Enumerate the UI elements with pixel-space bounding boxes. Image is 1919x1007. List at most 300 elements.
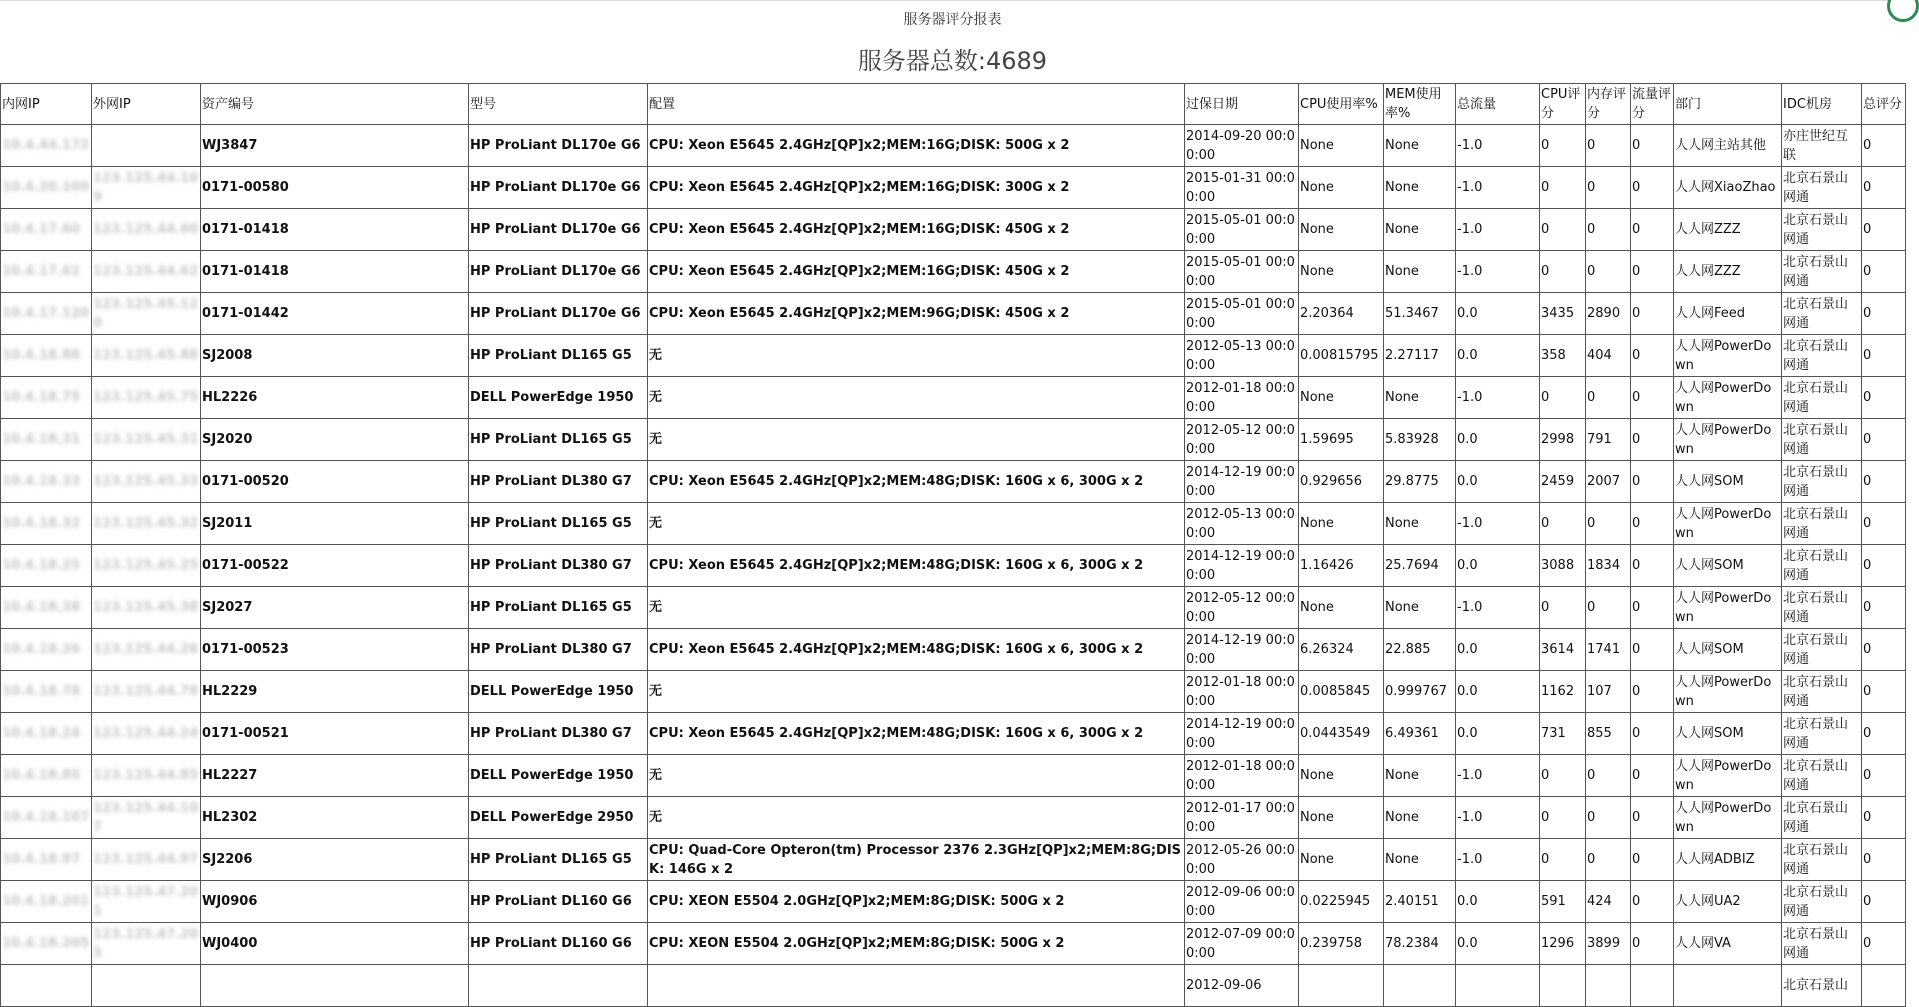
cell-asset-id: HL2229 <box>201 671 469 713</box>
table-row[interactable] <box>1 335 1906 377</box>
cell-lan-ip <box>1 545 92 587</box>
cell-cpu-score: 0 <box>1540 377 1586 419</box>
cell-asset-id: 0171-00580 <box>201 167 469 209</box>
cell-asset-id: HL2302 <box>201 797 469 839</box>
cell-cpu-score <box>1540 965 1586 1007</box>
cell-expire-date: 2012-01-17 00:00:00 <box>1185 797 1299 839</box>
cell-config: 无 <box>648 755 1185 797</box>
cell-total-score <box>1862 965 1906 1007</box>
cell-cpu-score: 3435 <box>1540 293 1586 335</box>
header-cpu-score: CPU评分 <box>1540 84 1586 125</box>
cell-asset-id: 0171-01418 <box>201 251 469 293</box>
cell-wan-ip <box>92 335 201 377</box>
masked-wan-ip: 123.125.44.78 <box>93 684 199 699</box>
cell-department: 人人网Feed <box>1674 293 1782 335</box>
server-score-table-container <box>0 83 1905 993</box>
cell-mem-usage: 51.3467 <box>1384 293 1456 335</box>
header-expire-date: 过保日期 <box>1185 84 1299 125</box>
cell-total-score: 0 <box>1862 335 1906 377</box>
header-mem-usage: MEM使用率% <box>1384 84 1456 125</box>
cell-mem-score: 0 <box>1586 209 1631 251</box>
cell-expire-date: 2015-05-01 00:00:00 <box>1185 251 1299 293</box>
masked-lan-ip: 10.4.18.88 <box>2 348 81 363</box>
cell-asset-id: SJ2008 <box>201 335 469 377</box>
cell-cpu-usage: 0.929656 <box>1299 461 1384 503</box>
cell-cpu-score: 0 <box>1540 251 1586 293</box>
cell-cpu-usage: None <box>1299 587 1384 629</box>
cell-expire-date: 2012-05-26 00:00:00 <box>1185 839 1299 881</box>
masked-wan-ip: 123.125.45.32 <box>93 516 199 531</box>
masked-lan-ip: 10.4.18.85 <box>2 768 81 783</box>
cell-mem-score: 1834 <box>1586 545 1631 587</box>
cell-department: 人人网SOM <box>1674 545 1782 587</box>
cell-mem-usage: None <box>1384 209 1456 251</box>
cell-total-flow: 0.0 <box>1456 671 1540 713</box>
cell-asset-id: 0171-01442 <box>201 293 469 335</box>
cell-config: 无 <box>648 377 1185 419</box>
cell-department: 人人网PowerDown <box>1674 503 1782 545</box>
table-row[interactable] <box>1 965 1906 1007</box>
cell-idc: 北京石景山网通 <box>1782 755 1862 797</box>
cell-expire-date: 2014-12-19 00:00:00 <box>1185 713 1299 755</box>
cell-config: CPU: Xeon E5645 2.4GHz[QP]x2;MEM:16G;DISK: 450G x 2 <box>648 209 1185 251</box>
cell-total-flow: -1.0 <box>1456 251 1540 293</box>
cell-total-score: 0 <box>1862 797 1906 839</box>
cell-idc: 北京石景山网通 <box>1782 335 1862 377</box>
cell-idc: 北京石景山网通 <box>1782 797 1862 839</box>
cell-cpu-score: 3088 <box>1540 545 1586 587</box>
cell-cpu-score: 0 <box>1540 503 1586 545</box>
cell-mem-usage: None <box>1384 503 1456 545</box>
cell-idc: 北京石景山网通 <box>1782 293 1862 335</box>
masked-lan-ip: 10.4.44.172 <box>2 138 90 153</box>
cell-mem-score: 791 <box>1586 419 1631 461</box>
cell-wan-ip <box>92 587 201 629</box>
masked-wan-ip: 123.125.45.25 <box>93 558 199 573</box>
cell-total-flow: -1.0 <box>1456 587 1540 629</box>
table-row[interactable] <box>1 209 1906 251</box>
cell-idc: 北京石景山网通 <box>1782 671 1862 713</box>
cell-lan-ip <box>1 797 92 839</box>
masked-lan-ip: 10.4.18.26 <box>2 642 81 657</box>
cell-flow-score: 0 <box>1631 797 1674 839</box>
masked-lan-ip: 10.4.18.78 <box>2 684 81 699</box>
cell-total-score: 0 <box>1862 923 1906 965</box>
masked-lan-ip: 10.4.18.38 <box>2 600 81 615</box>
cell-config: CPU: Xeon E5645 2.4GHz[QP]x2;MEM:16G;DISK: 500G x 2 <box>648 125 1185 167</box>
cell-department: 人人网SOM <box>1674 461 1782 503</box>
cell-asset-id: WJ0906 <box>201 881 469 923</box>
cell-mem-usage: 25.7694 <box>1384 545 1456 587</box>
cell-department: 人人网ADBIZ <box>1674 839 1782 881</box>
cell-mem-score <box>1586 965 1631 1007</box>
cell-total-flow <box>1456 965 1540 1007</box>
cell-flow-score: 0 <box>1631 461 1674 503</box>
cell-total-score: 0 <box>1862 587 1906 629</box>
masked-wan-ip: 123.125.44.107 <box>93 800 199 835</box>
cell-expire-date: 2012-05-13 00:00:00 <box>1185 503 1299 545</box>
cell-total-flow: 0.0 <box>1456 419 1540 461</box>
cell-model: HP ProLiant DL165 G5 <box>469 503 648 545</box>
cell-config: CPU: Quad-Core Opteron(tm) Processor 2376 2.3GHz[QP]x2;MEM:8G;DISK: 146G x 2 <box>648 839 1185 881</box>
cell-department: 人人网PowerDown <box>1674 419 1782 461</box>
cell-wan-ip <box>92 419 201 461</box>
table-row[interactable] <box>1 545 1906 587</box>
cell-lan-ip <box>1 671 92 713</box>
cell-cpu-usage: 1.16426 <box>1299 545 1384 587</box>
table-row[interactable] <box>1 377 1906 419</box>
cell-model: HP ProLiant DL165 G5 <box>469 587 648 629</box>
cell-total-flow: -1.0 <box>1456 755 1540 797</box>
table-row[interactable] <box>1 419 1906 461</box>
cell-wan-ip <box>92 839 201 881</box>
masked-wan-ip: 123.125.44.24 <box>93 726 199 741</box>
cell-mem-score: 2007 <box>1586 461 1631 503</box>
header-config: 配置 <box>648 84 1185 125</box>
cell-model: DELL PowerEdge 1950 <box>469 377 648 419</box>
cell-mem-score: 3899 <box>1586 923 1631 965</box>
cell-flow-score: 0 <box>1631 671 1674 713</box>
cell-lan-ip <box>1 503 92 545</box>
cell-lan-ip <box>1 209 92 251</box>
cell-lan-ip <box>1 251 92 293</box>
cell-mem-usage: None <box>1384 377 1456 419</box>
cell-mem-score: 0 <box>1586 377 1631 419</box>
cell-flow-score: 0 <box>1631 419 1674 461</box>
cell-total-score: 0 <box>1862 251 1906 293</box>
cell-idc: 北京石景山网通 <box>1782 251 1862 293</box>
cell-asset-id: WJ0400 <box>201 923 469 965</box>
cell-idc: 北京石景山网通 <box>1782 209 1862 251</box>
table-row[interactable] <box>1 587 1906 629</box>
cell-asset-id: 0171-00522 <box>201 545 469 587</box>
cell-idc: 北京石景山网通 <box>1782 839 1862 881</box>
cell-department: 人人网SOM <box>1674 629 1782 671</box>
cell-model: HP ProLiant DL165 G5 <box>469 839 648 881</box>
cell-total-flow: -1.0 <box>1456 839 1540 881</box>
cell-total-flow: 0.0 <box>1456 881 1540 923</box>
cell-department <box>1674 965 1782 1007</box>
cell-wan-ip <box>92 671 201 713</box>
cell-asset-id: HL2227 <box>201 755 469 797</box>
cell-flow-score: 0 <box>1631 587 1674 629</box>
cell-model: HP ProLiant DL380 G7 <box>469 629 648 671</box>
cell-total-flow: 0.0 <box>1456 923 1540 965</box>
header-asset-id: 资产编号 <box>201 84 469 125</box>
cell-cpu-score: 2998 <box>1540 419 1586 461</box>
cell-expire-date: 2012-05-13 00:00:00 <box>1185 335 1299 377</box>
cell-total-flow: -1.0 <box>1456 797 1540 839</box>
table-row[interactable] <box>1 461 1906 503</box>
masked-wan-ip: 123.125.45.38 <box>93 600 199 615</box>
cell-idc: 北京石景山网通 <box>1782 587 1862 629</box>
cell-cpu-score: 0 <box>1540 167 1586 209</box>
cell-flow-score: 0 <box>1631 755 1674 797</box>
cell-mem-usage: None <box>1384 839 1456 881</box>
cell-department: 人人网PowerDown <box>1674 377 1782 419</box>
table-row[interactable] <box>1 923 1906 965</box>
table-row[interactable] <box>1 713 1906 755</box>
cell-mem-usage: 2.40151 <box>1384 881 1456 923</box>
cell-config: CPU: Xeon E5645 2.4GHz[QP]x2;MEM:16G;DISK: 300G x 2 <box>648 167 1185 209</box>
cell-wan-ip <box>92 965 201 1007</box>
cell-model: HP ProLiant DL165 G5 <box>469 419 648 461</box>
cell-lan-ip <box>1 713 92 755</box>
cell-flow-score: 0 <box>1631 377 1674 419</box>
cell-flow-score <box>1631 965 1674 1007</box>
cell-department: 人人网SOM <box>1674 713 1782 755</box>
cell-total-flow: 0.0 <box>1456 545 1540 587</box>
cell-cpu-score: 0 <box>1540 839 1586 881</box>
table-row[interactable] <box>1 881 1906 923</box>
cell-asset-id: 0171-01418 <box>201 209 469 251</box>
cell-expire-date: 2014-12-19 00:00:00 <box>1185 545 1299 587</box>
cell-expire-date: 2012-07-09 00:00:00 <box>1185 923 1299 965</box>
cell-idc: 北京石景山网通 <box>1782 377 1862 419</box>
cell-total-score: 0 <box>1862 419 1906 461</box>
table-row[interactable] <box>1 293 1906 335</box>
cell-mem-score: 0 <box>1586 797 1631 839</box>
cell-lan-ip <box>1 629 92 671</box>
header-total-flow: 总流量 <box>1456 84 1540 125</box>
cell-total-score: 0 <box>1862 209 1906 251</box>
cell-asset-id: SJ2206 <box>201 839 469 881</box>
header-flow-score: 流量评分 <box>1631 84 1674 125</box>
masked-lan-ip: 10.4.18.24 <box>2 726 81 741</box>
cell-idc: 北京石景山网通 <box>1782 461 1862 503</box>
cell-config: CPU: Xeon E5645 2.4GHz[QP]x2;MEM:48G;DISK: 160G x 6, 300G x 2 <box>648 545 1185 587</box>
cell-idc: 北京石景山网通 <box>1782 923 1862 965</box>
cell-expire-date: 2015-01-31 00:00:00 <box>1185 167 1299 209</box>
cell-department: 人人网PowerDown <box>1674 755 1782 797</box>
cell-lan-ip <box>1 965 92 1007</box>
cell-cpu-usage: None <box>1299 755 1384 797</box>
cell-config: 无 <box>648 503 1185 545</box>
cell-cpu-score: 3614 <box>1540 629 1586 671</box>
cell-mem-score: 855 <box>1586 713 1631 755</box>
cell-flow-score: 0 <box>1631 545 1674 587</box>
cell-model: HP ProLiant DL380 G7 <box>469 461 648 503</box>
cell-lan-ip <box>1 293 92 335</box>
cell-wan-ip <box>92 167 201 209</box>
cell-model: HP ProLiant DL165 G5 <box>469 335 648 377</box>
cell-total-score: 0 <box>1862 293 1906 335</box>
masked-lan-ip: 10.4.17.60 <box>2 222 81 237</box>
cell-idc: 北京石景山网通 <box>1782 503 1862 545</box>
cell-mem-score: 0 <box>1586 167 1631 209</box>
cell-expire-date: 2014-09-20 00:00:00 <box>1185 125 1299 167</box>
page-title: 服务器评分报表 <box>903 12 1002 28</box>
table-row[interactable] <box>1 797 1906 839</box>
cell-config: CPU: Xeon E5645 2.4GHz[QP]x2;MEM:48G;DISK: 160G x 6, 300G x 2 <box>648 461 1185 503</box>
cell-cpu-usage: None <box>1299 839 1384 881</box>
cell-config: CPU: Xeon E5645 2.4GHz[QP]x2;MEM:48G;DISK: 160G x 6, 300G x 2 <box>648 629 1185 671</box>
cell-mem-score: 0 <box>1586 587 1631 629</box>
table-row[interactable] <box>1 251 1906 293</box>
table-row[interactable] <box>1 839 1906 881</box>
cell-total-flow: 0.0 <box>1456 293 1540 335</box>
masked-wan-ip: 123.125.45.88 <box>93 348 199 363</box>
cell-expire-date: 2012-01-18 00:00:00 <box>1185 755 1299 797</box>
cell-mem-score: 1741 <box>1586 629 1631 671</box>
masked-wan-ip: 123.125.47.205 <box>93 926 199 961</box>
cell-expire-date: 2012-05-12 00:00:00 <box>1185 419 1299 461</box>
cell-cpu-usage: 0.0443549 <box>1299 713 1384 755</box>
table-row[interactable] <box>1 125 1906 167</box>
cell-mem-usage: None <box>1384 251 1456 293</box>
top-border <box>0 0 1905 1</box>
cell-flow-score: 0 <box>1631 251 1674 293</box>
cell-flow-score: 0 <box>1631 881 1674 923</box>
cell-model: DELL PowerEdge 2950 <box>469 797 648 839</box>
cell-department: 人人网PowerDown <box>1674 587 1782 629</box>
cell-expire-date: 2015-05-01 00:00:00 <box>1185 293 1299 335</box>
cell-expire-date: 2012-09-06 <box>1185 965 1299 1007</box>
cell-config: 无 <box>648 587 1185 629</box>
masked-wan-ip: 123.125.44.62 <box>93 264 199 279</box>
header-cpu-usage: CPU使用率% <box>1299 84 1384 125</box>
cell-flow-score: 0 <box>1631 125 1674 167</box>
cell-wan-ip <box>92 209 201 251</box>
cell-config: 无 <box>648 419 1185 461</box>
masked-lan-ip: 10.4.18.32 <box>2 516 81 531</box>
cell-department: 人人网UA2 <box>1674 881 1782 923</box>
cell-mem-score: 404 <box>1586 335 1631 377</box>
cell-cpu-score: 731 <box>1540 713 1586 755</box>
cell-total-flow: 0.0 <box>1456 461 1540 503</box>
masked-lan-ip: 10.4.18.33 <box>2 474 81 489</box>
cell-mem-usage: 5.83928 <box>1384 419 1456 461</box>
cell-flow-score: 0 <box>1631 209 1674 251</box>
cell-wan-ip <box>92 545 201 587</box>
masked-lan-ip: 10.4.18.25 <box>2 558 81 573</box>
cell-lan-ip <box>1 377 92 419</box>
cell-lan-ip <box>1 461 92 503</box>
masked-lan-ip: 10.4.18.107 <box>2 810 90 825</box>
cell-department: 人人网VA <box>1674 923 1782 965</box>
cell-wan-ip <box>92 461 201 503</box>
cell-wan-ip <box>92 293 201 335</box>
masked-wan-ip: 123.125.47.201 <box>93 884 199 919</box>
cell-total-score: 0 <box>1862 167 1906 209</box>
cell-wan-ip <box>92 923 201 965</box>
cell-idc: 北京石景山网通 <box>1782 629 1862 671</box>
masked-lan-ip: 10.4.17.120 <box>2 306 90 321</box>
cell-idc: 北京石景山网通 <box>1782 167 1862 209</box>
cell-asset-id: WJ3847 <box>201 125 469 167</box>
cell-cpu-score: 0 <box>1540 797 1586 839</box>
cell-lan-ip <box>1 881 92 923</box>
table-row[interactable] <box>1 671 1906 713</box>
cell-total-score: 0 <box>1862 671 1906 713</box>
cell-cpu-usage: 0.0225945 <box>1299 881 1384 923</box>
header-total-score: 总评分 <box>1862 84 1906 125</box>
cell-model: HP ProLiant DL170e G6 <box>469 293 648 335</box>
masked-lan-ip: 10.4.18.205 <box>2 936 90 951</box>
table-row[interactable] <box>1 629 1906 671</box>
header-idc: IDC机房 <box>1782 84 1862 125</box>
cell-cpu-usage: None <box>1299 503 1384 545</box>
cell-total-score: 0 <box>1862 755 1906 797</box>
cell-config: CPU: XEON E5504 2.0GHz[QP]x2;MEM:8G;DISK: 500G x 2 <box>648 923 1185 965</box>
table-body <box>1 125 1906 1007</box>
cell-cpu-score: 0 <box>1540 587 1586 629</box>
cell-expire-date: 2014-12-19 00:00:00 <box>1185 629 1299 671</box>
cell-lan-ip <box>1 587 92 629</box>
cell-config <box>648 965 1185 1007</box>
cell-config: 无 <box>648 671 1185 713</box>
cell-expire-date: 2014-12-19 00:00:00 <box>1185 461 1299 503</box>
cell-wan-ip <box>92 881 201 923</box>
cell-department: 人人网XiaoZhao <box>1674 167 1782 209</box>
cell-cpu-usage: 0.0085845 <box>1299 671 1384 713</box>
cell-idc: 亦庄世纪互联 <box>1782 125 1862 167</box>
cell-mem-usage: 29.8775 <box>1384 461 1456 503</box>
cell-cpu-usage: None <box>1299 797 1384 839</box>
cell-mem-usage: None <box>1384 167 1456 209</box>
cell-total-score: 0 <box>1862 629 1906 671</box>
cell-idc: 北京石景山网通 <box>1782 881 1862 923</box>
cell-config: 无 <box>648 335 1185 377</box>
cell-department: 人人网ZZZ <box>1674 251 1782 293</box>
table-row[interactable] <box>1 755 1906 797</box>
cell-expire-date: 2012-05-12 00:00:00 <box>1185 587 1299 629</box>
masked-lan-ip: 10.4.18.75 <box>2 390 81 405</box>
table-row[interactable] <box>1 503 1906 545</box>
cell-model <box>469 965 648 1007</box>
table-row[interactable] <box>1 167 1906 209</box>
cell-model: HP ProLiant DL380 G7 <box>469 545 648 587</box>
masked-wan-ip: 123.125.44.60 <box>93 222 199 237</box>
cell-wan-ip <box>92 377 201 419</box>
cell-cpu-usage: None <box>1299 167 1384 209</box>
masked-lan-ip: 10.4.18.31 <box>2 432 81 447</box>
cell-expire-date: 2012-01-18 00:00:00 <box>1185 377 1299 419</box>
cell-asset-id: SJ2020 <box>201 419 469 461</box>
header-department: 部门 <box>1674 84 1782 125</box>
cell-asset-id: 0171-00521 <box>201 713 469 755</box>
cell-model: HP ProLiant DL170e G6 <box>469 167 648 209</box>
cell-wan-ip <box>92 755 201 797</box>
masked-wan-ip: 123.125.45.75 <box>93 390 199 405</box>
cell-mem-usage: None <box>1384 125 1456 167</box>
masked-wan-ip: 123.125.44.109 <box>93 170 199 205</box>
cell-config: 无 <box>648 797 1185 839</box>
cell-mem-score: 2890 <box>1586 293 1631 335</box>
masked-wan-ip: 123.125.45.120 <box>93 296 199 331</box>
cell-cpu-usage: None <box>1299 125 1384 167</box>
cell-lan-ip <box>1 125 92 167</box>
masked-wan-ip: 123.125.44.26 <box>93 642 199 657</box>
header-model: 型号 <box>469 84 648 125</box>
cell-mem-score: 0 <box>1586 251 1631 293</box>
masked-wan-ip: 123.125.44.97 <box>93 852 199 867</box>
cell-mem-score: 0 <box>1586 839 1631 881</box>
cell-mem-usage: None <box>1384 755 1456 797</box>
cell-wan-ip <box>92 713 201 755</box>
cell-asset-id <box>201 965 469 1007</box>
cell-model: HP ProLiant DL160 G6 <box>469 881 648 923</box>
cell-cpu-score: 0 <box>1540 125 1586 167</box>
cell-cpu-usage: None <box>1299 377 1384 419</box>
cell-total-flow: 0.0 <box>1456 629 1540 671</box>
cell-department: 人人网PowerDown <box>1674 797 1782 839</box>
masked-wan-ip: 123.125.45.33 <box>93 474 199 489</box>
cell-flow-score: 0 <box>1631 713 1674 755</box>
cell-model: DELL PowerEdge 1950 <box>469 671 648 713</box>
cell-model: HP ProLiant DL170e G6 <box>469 209 648 251</box>
cell-asset-id: 0171-00523 <box>201 629 469 671</box>
